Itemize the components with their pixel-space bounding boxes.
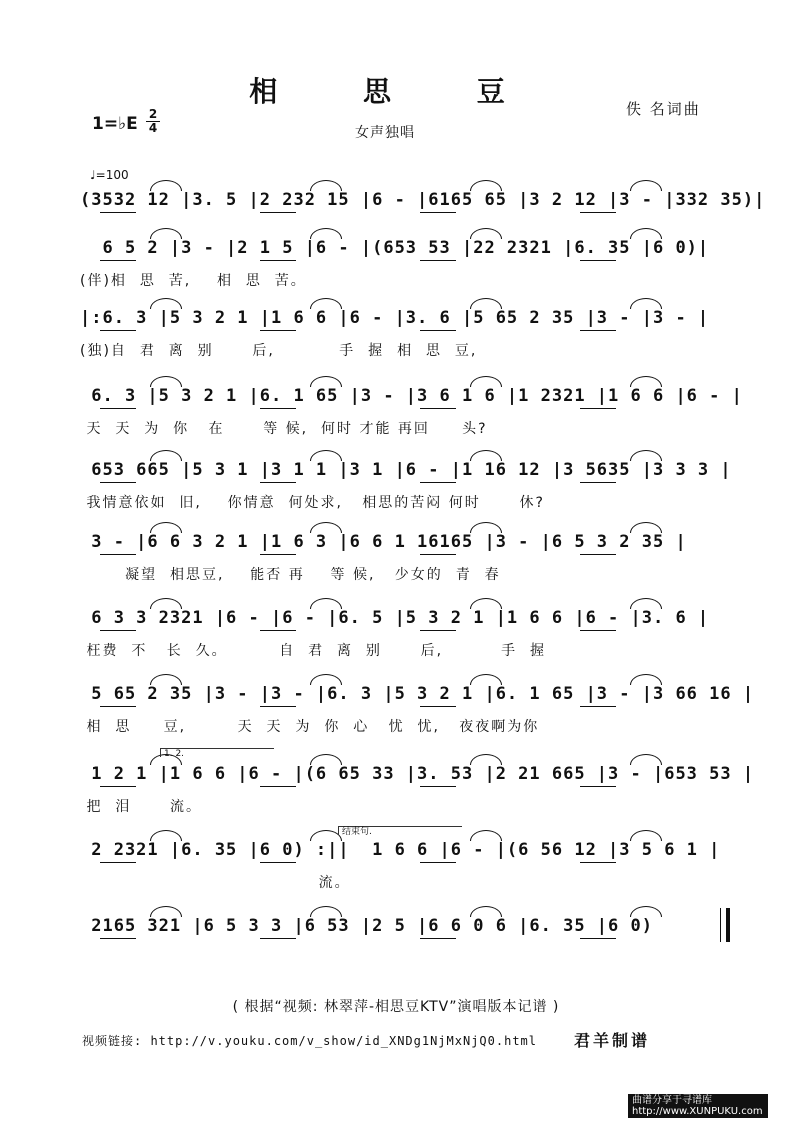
notation-line: 6 5 2 |3 - |2 1 5 |6 - |(653 53 |22 2321 |6. 35 |6 0)|: [80, 238, 710, 258]
lyric-line: 我情意依如 旧, 你情意 何处求, 相思的苦闷 何时 休?: [80, 495, 545, 511]
beam-underline: [580, 260, 616, 261]
beam-underline: [100, 938, 136, 939]
beam-underline: [100, 786, 136, 787]
notation-line: 3 - |6 6 3 2 1 |1 6 3 |6 6 1 16165 |3 - |6 5 3 2 35 |: [80, 532, 687, 552]
watermark-line2: http://www.XUNPUKU.com: [632, 1106, 763, 1117]
beam-underline: [100, 260, 136, 261]
beam-underline: [420, 330, 456, 331]
notation-line: 2165 321 |6 5 3 3 |6 53 |2 5 |6 6 0 6 |6. 35 |6 0): [80, 916, 653, 936]
beam-underline: [260, 862, 296, 863]
beam-underline: [420, 554, 456, 555]
lyric-line: 天 天 为 你 在 等 候, 何时 才能 再回 头?: [80, 421, 488, 437]
beam-underline: [420, 630, 456, 631]
watermark: [628, 1094, 768, 1118]
notation-line: 1 2 1 |1 6 6 |6 - |(6 65 33 |3. 53 |2 21 665 |3 - |653 53 |: [80, 764, 755, 784]
notation-line: 6. 3 |5 3 2 1 |6. 1 65 |3 - |3 6 1 6 |1 2321 |1 6 6 |6 - |: [80, 386, 743, 406]
watermark-line1: 曲谱分享于寻谱库: [632, 1095, 712, 1106]
score-row: [80, 908, 730, 978]
notation-line: 5 65 2 35 |3 - |3 - |6. 3 |5 3 2 1 |6. 1 65 |3 - |3 66 16 |: [80, 684, 755, 704]
beam-underline: [420, 212, 456, 213]
score-row: [80, 676, 755, 746]
key-signature: [92, 114, 138, 134]
beam-underline: [260, 706, 296, 707]
beam-underline: [260, 330, 296, 331]
beam-underline: [580, 786, 616, 787]
beam-underline: [580, 330, 616, 331]
beam-underline: [260, 786, 296, 787]
beam-underline: [100, 862, 136, 863]
meter-top: 2: [148, 107, 158, 121]
final-barline: [720, 908, 730, 942]
beam-underline: [420, 482, 456, 483]
score-row: [80, 600, 730, 670]
beam-underline: [260, 408, 296, 409]
lyric-line: (独)自 君 离 别 后, 手 握 相 思 豆,: [80, 343, 478, 359]
notation-line: |:6. 3 |5 3 2 1 |1 6 6 |6 - |3. 6 |5 65 2 35 |3 - |3 - |: [80, 308, 710, 328]
lyric-line: 流。: [80, 875, 351, 891]
song-title: 相 思 豆: [249, 75, 543, 108]
score-row: [80, 300, 730, 370]
score-row: [80, 756, 755, 826]
video-link[interactable]: 视频链接: http://v.youku.com/v_show/id_XNDg1NjMxNjQ0.html: [82, 1034, 538, 1048]
voice-type: 女声独唱: [355, 125, 415, 141]
volta-first: 1. 2.: [160, 748, 274, 757]
beam-underline: [260, 260, 296, 261]
beam-underline: [580, 862, 616, 863]
beam-underline: [260, 482, 296, 483]
beam-underline: [100, 630, 136, 631]
beam-underline: [100, 330, 136, 331]
beam-underline: [420, 862, 456, 863]
time-signature: [146, 108, 160, 135]
beam-underline: [260, 212, 296, 213]
beam-underline: [260, 938, 296, 939]
notation-line: (3532 12 |3. 5 |2 232 15 |6 - |6165 65 |3 2 12 |3 - |332 35)|: [80, 190, 766, 210]
beam-underline: [420, 706, 456, 707]
beam-underline: [420, 260, 456, 261]
beam-underline: [580, 408, 616, 409]
beam-underline: [580, 554, 616, 555]
beam-underline: [100, 212, 136, 213]
beam-underline: [580, 212, 616, 213]
beam-underline: [100, 554, 136, 555]
transcriber-signature: 君羊制谱: [574, 1031, 651, 1050]
beam-underline: [580, 630, 616, 631]
lyric-line: 相 思 豆, 天 天 为 你 心 忧 忧, 夜夜啊为你: [80, 719, 540, 735]
beam-underline: [420, 786, 456, 787]
score-row: [80, 524, 730, 594]
beam-underline: [580, 482, 616, 483]
lyric-line: 枉费 不 长 久。 自 君 离 别 后, 手 握: [80, 643, 547, 659]
score-row: [80, 832, 730, 902]
source-note: ( 根据“视频: 林翠萍-相思豆KTV”演唱版本记谱 ): [232, 999, 560, 1015]
score-row: [80, 378, 743, 448]
notation-line: 6 3 3 2321 |6 - |6 - |6. 5 |5 3 2 1 |1 6 6 |6 - |3. 6 |: [80, 608, 710, 628]
beam-underline: [100, 706, 136, 707]
notation-line: 653 665 |5 3 1 |3 1 1 |3 1 |6 - |1 16 12 |3 5635 |3 3 3 |: [80, 460, 732, 480]
score-row: [80, 452, 730, 522]
beam-underline: [100, 408, 136, 409]
volta-end: 结束句.: [338, 826, 462, 835]
beam-underline: [260, 554, 296, 555]
score-row: [80, 230, 730, 300]
lyric-line: 把 泪 流。: [80, 799, 203, 815]
tempo-marking: ♩=100: [90, 168, 129, 182]
beam-underline: [420, 938, 456, 939]
beam-underline: [420, 408, 456, 409]
author-credit: 佚 名词曲: [626, 100, 701, 118]
key-label: 1=♭E: [92, 114, 138, 134]
beam-underline: [580, 706, 616, 707]
beam-underline: [260, 630, 296, 631]
beam-underline: [100, 482, 136, 483]
beam-underline: [580, 938, 616, 939]
notation-line: 2 2321 |6. 35 |6 0) :|| 1 6 6 |6 - |(6 56 12 |3 5 6 1 |: [80, 840, 721, 860]
meter-bottom: 4: [146, 121, 160, 135]
lyric-line: 凝望 相思豆, 能否 再 等 候, 少女的 青 春: [80, 567, 501, 583]
lyric-line: (伴)相 思 苦, 相 思 苦。: [80, 273, 307, 289]
lyric-line: [80, 948, 730, 970]
